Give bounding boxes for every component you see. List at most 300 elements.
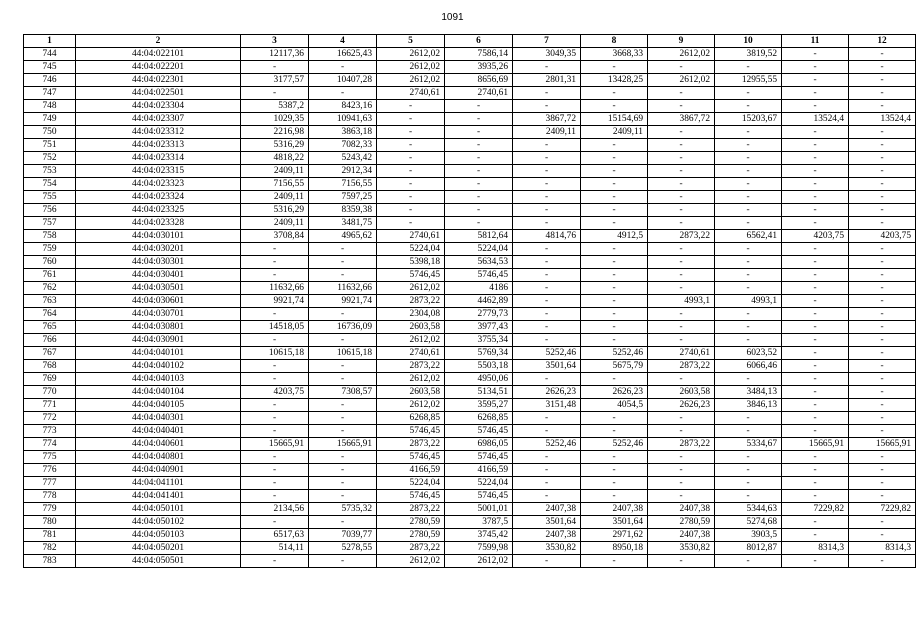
table-cell: 5746,45	[445, 269, 513, 282]
table-cell: -	[849, 412, 916, 425]
table-cell: -	[782, 295, 849, 308]
table-cell: 5252,46	[581, 438, 648, 451]
table-cell: -	[581, 165, 648, 178]
table-cell: 4166,59	[377, 464, 445, 477]
table-cell: 757	[24, 217, 76, 230]
table-cell: 5746,45	[445, 451, 513, 464]
table-cell: -	[513, 165, 581, 178]
table-cell: -	[782, 74, 849, 87]
table-cell: 6517,63	[241, 529, 309, 542]
table-cell: 5243,42	[309, 152, 377, 165]
table-cell: -	[849, 74, 916, 87]
table-row	[24, 464, 916, 477]
table-cell: -	[581, 477, 648, 490]
table-cell: 10941,63	[309, 113, 377, 126]
table-cell: -	[309, 269, 377, 282]
table-cell: 5746,45	[377, 490, 445, 503]
table-cell: 5224,04	[377, 243, 445, 256]
table-cell: 8314,3	[782, 542, 849, 555]
table-cell: -	[513, 373, 581, 386]
table-cell: 2626,23	[648, 399, 715, 412]
table-cell: 5274,68	[715, 516, 782, 529]
table-row	[24, 113, 916, 126]
table-cell: -	[849, 191, 916, 204]
table-row	[24, 373, 916, 386]
table-cell: -	[849, 321, 916, 334]
table-cell: 4993,1	[715, 295, 782, 308]
table-cell: 2873,22	[648, 230, 715, 243]
table-cell: 44:04:040801	[76, 451, 241, 464]
table-cell: -	[849, 425, 916, 438]
table-cell: -	[648, 308, 715, 321]
table-cell: 44:04:023307	[76, 113, 241, 126]
table-cell: 1029,35	[241, 113, 309, 126]
table-cell: 3787,5	[445, 516, 513, 529]
table-cell: 2740,61	[377, 87, 445, 100]
table-cell: 7308,57	[309, 386, 377, 399]
table-cell: -	[849, 516, 916, 529]
table-row	[24, 555, 916, 568]
table-cell: 783	[24, 555, 76, 568]
table-cell: -	[241, 87, 309, 100]
table-cell: 9921,74	[241, 295, 309, 308]
table-cell: 774	[24, 438, 76, 451]
table-cell: -	[581, 243, 648, 256]
table-cell: 776	[24, 464, 76, 477]
table-cell: 3668,33	[581, 48, 648, 61]
table-cell: 2409,11	[513, 126, 581, 139]
table-cell: 44:04:050201	[76, 542, 241, 555]
table-cell: 2612,02	[445, 555, 513, 568]
table-cell: -	[849, 256, 916, 269]
table-cell: 6268,85	[377, 412, 445, 425]
table-cell: -	[445, 152, 513, 165]
table-cell: -	[445, 126, 513, 139]
table-cell: 7039,77	[309, 529, 377, 542]
table-cell: 754	[24, 178, 76, 191]
table-cell: 2740,61	[377, 347, 445, 360]
table-cell: -	[715, 464, 782, 477]
table-cell: -	[849, 126, 916, 139]
table-cell: 44:04:030901	[76, 334, 241, 347]
table-cell: 2603,58	[377, 321, 445, 334]
table-cell: -	[581, 451, 648, 464]
table-cell: 5746,45	[377, 269, 445, 282]
table-cell: -	[715, 373, 782, 386]
table-cell: -	[581, 490, 648, 503]
table-cell: 16736,09	[309, 321, 377, 334]
table-cell: 2612,02	[377, 373, 445, 386]
table-cell: 2626,23	[581, 386, 648, 399]
table-cell: -	[648, 334, 715, 347]
column-header: 3	[241, 35, 309, 48]
table-cell: -	[782, 516, 849, 529]
table-cell: -	[309, 87, 377, 100]
table-cell: 3935,26	[445, 61, 513, 74]
table-cell: -	[715, 451, 782, 464]
table-cell: 747	[24, 87, 76, 100]
table-cell: 2603,58	[377, 386, 445, 399]
table-cell: 13524,4	[782, 113, 849, 126]
table-cell: 5334,67	[715, 438, 782, 451]
table-cell: 745	[24, 61, 76, 74]
table-cell: -	[241, 425, 309, 438]
table-cell: -	[241, 256, 309, 269]
table-cell: -	[849, 490, 916, 503]
table-cell: 771	[24, 399, 76, 412]
table-cell: -	[377, 204, 445, 217]
table-cell: -	[309, 555, 377, 568]
table-cell: -	[445, 139, 513, 152]
table-cell: 772	[24, 412, 76, 425]
table-cell: -	[715, 165, 782, 178]
table-cell: -	[513, 282, 581, 295]
table-cell: 13428,25	[581, 74, 648, 87]
table-cell: 2409,11	[241, 165, 309, 178]
table-cell: 6066,46	[715, 360, 782, 373]
table-cell: -	[513, 204, 581, 217]
table-cell: -	[513, 477, 581, 490]
table-cell: -	[241, 412, 309, 425]
table-cell: 4993,1	[648, 295, 715, 308]
table-cell: -	[849, 555, 916, 568]
table-cell: 11632,66	[241, 282, 309, 295]
table-cell: -	[581, 373, 648, 386]
table-cell: 2740,61	[445, 87, 513, 100]
table-cell: -	[581, 100, 648, 113]
table-cell: -	[782, 269, 849, 282]
table-cell: -	[513, 152, 581, 165]
table-cell: -	[715, 204, 782, 217]
table-cell: -	[513, 321, 581, 334]
table-cell: -	[782, 256, 849, 269]
table-cell: 15154,69	[581, 113, 648, 126]
table-cell: 8950,18	[581, 542, 648, 555]
table-cell: 5316,29	[241, 139, 309, 152]
table-cell: -	[648, 152, 715, 165]
table-row	[24, 360, 916, 373]
table-cell: 44:04:040105	[76, 399, 241, 412]
table-cell: 11632,66	[309, 282, 377, 295]
table-cell: -	[513, 451, 581, 464]
table-cell: 2873,22	[648, 360, 715, 373]
table-row	[24, 61, 916, 74]
table-row	[24, 295, 916, 308]
table-cell: 5252,46	[513, 438, 581, 451]
table-cell: 2873,22	[377, 295, 445, 308]
table-row	[24, 74, 916, 87]
table-cell: 13524,4	[849, 113, 916, 126]
table-cell: 5675,79	[581, 360, 648, 373]
table-cell: -	[648, 425, 715, 438]
table-cell: 3481,75	[309, 217, 377, 230]
table-cell: 44:04:022301	[76, 74, 241, 87]
table-cell: 44:04:023312	[76, 126, 241, 139]
table-cell: 4186	[445, 282, 513, 295]
table-row	[24, 282, 916, 295]
table-cell: -	[849, 334, 916, 347]
table-cell: -	[849, 282, 916, 295]
table-cell: 5344,63	[715, 503, 782, 516]
column-header: 7	[513, 35, 581, 48]
table-row	[24, 412, 916, 425]
table-cell: -	[377, 126, 445, 139]
table-cell: -	[581, 87, 648, 100]
table-cell: -	[445, 178, 513, 191]
table-cell: -	[782, 308, 849, 321]
table-cell: -	[309, 399, 377, 412]
table-cell: 12117,36	[241, 48, 309, 61]
table-cell: -	[513, 412, 581, 425]
table-cell: -	[581, 217, 648, 230]
table-cell: -	[715, 321, 782, 334]
table-cell: -	[241, 360, 309, 373]
table-cell: -	[782, 464, 849, 477]
table-cell: 44:04:022201	[76, 61, 241, 74]
table-cell: 3151,48	[513, 399, 581, 412]
table-cell: 2409,11	[241, 191, 309, 204]
table-cell: 16625,43	[309, 48, 377, 61]
table-cell: 761	[24, 269, 76, 282]
table-cell: 2304,08	[377, 308, 445, 321]
table-cell: -	[309, 308, 377, 321]
table-cell: 2603,58	[648, 386, 715, 399]
table-cell: -	[715, 100, 782, 113]
table-cell: -	[581, 178, 648, 191]
table-cell: -	[782, 451, 849, 464]
table-row	[24, 503, 916, 516]
table-cell: 2407,38	[581, 503, 648, 516]
table-cell: 8359,38	[309, 204, 377, 217]
table-cell: 2740,61	[648, 347, 715, 360]
table-cell: 44:04:030201	[76, 243, 241, 256]
table-cell: 751	[24, 139, 76, 152]
table-cell: -	[849, 477, 916, 490]
table-cell: -	[513, 334, 581, 347]
table-cell: -	[849, 308, 916, 321]
table-row	[24, 48, 916, 61]
table-cell: -	[849, 243, 916, 256]
table-cell: 3595,27	[445, 399, 513, 412]
table-row	[24, 243, 916, 256]
table-cell: 4818,22	[241, 152, 309, 165]
table-cell: -	[782, 178, 849, 191]
table-cell: 6023,52	[715, 347, 782, 360]
table-cell: 44:04:022501	[76, 87, 241, 100]
table-cell: -	[715, 126, 782, 139]
table-cell: -	[849, 373, 916, 386]
table-cell: 44:04:040104	[76, 386, 241, 399]
table-cell: -	[241, 464, 309, 477]
table-row	[24, 529, 916, 542]
table-cell: 4054,5	[581, 399, 648, 412]
table-cell: 44:04:023314	[76, 152, 241, 165]
table-cell: -	[581, 425, 648, 438]
table-cell: 749	[24, 113, 76, 126]
table-cell: 777	[24, 477, 76, 490]
table-cell: 744	[24, 48, 76, 61]
table-cell: -	[715, 334, 782, 347]
table-row	[24, 100, 916, 113]
table-row	[24, 152, 916, 165]
table-row	[24, 425, 916, 438]
table-row	[24, 334, 916, 347]
table-cell: 2780,59	[377, 529, 445, 542]
table-cell: 2612,02	[377, 74, 445, 87]
table-cell: -	[581, 464, 648, 477]
table-cell: -	[445, 165, 513, 178]
table-cell: -	[782, 87, 849, 100]
table-cell: 2912,34	[309, 165, 377, 178]
table-cell: 4912,5	[581, 230, 648, 243]
table-cell: -	[849, 217, 916, 230]
table-cell: 2873,22	[377, 542, 445, 555]
table-cell: 44:04:023315	[76, 165, 241, 178]
table-cell: 3177,57	[241, 74, 309, 87]
table-cell: 5746,45	[445, 490, 513, 503]
table-cell: 4814,76	[513, 230, 581, 243]
table-cell: 3501,64	[581, 516, 648, 529]
table-cell: 3530,82	[648, 542, 715, 555]
table-cell: 44:04:022101	[76, 48, 241, 61]
table-cell: 2780,59	[377, 516, 445, 529]
column-header: 6	[445, 35, 513, 48]
table-cell: 44:04:041101	[76, 477, 241, 490]
table-cell: -	[849, 347, 916, 360]
table-cell: 5387,2	[241, 100, 309, 113]
table-row	[24, 477, 916, 490]
table-cell: -	[782, 126, 849, 139]
table-cell: -	[782, 243, 849, 256]
table-cell: -	[782, 360, 849, 373]
table-cell: -	[715, 256, 782, 269]
table-cell: -	[513, 61, 581, 74]
table-cell: -	[648, 87, 715, 100]
table-cell: 2407,38	[648, 503, 715, 516]
table-cell: 12955,55	[715, 74, 782, 87]
table-cell: -	[782, 191, 849, 204]
table-cell: -	[241, 399, 309, 412]
table-cell: 2873,22	[377, 438, 445, 451]
table-cell: -	[782, 61, 849, 74]
table-cell: 44:04:030801	[76, 321, 241, 334]
table-cell: 2407,38	[513, 529, 581, 542]
table-cell: -	[849, 451, 916, 464]
table-cell: -	[309, 373, 377, 386]
table-cell: -	[513, 256, 581, 269]
table-cell: 773	[24, 425, 76, 438]
table-cell: 4203,75	[782, 230, 849, 243]
table-row	[24, 542, 916, 555]
table-row	[24, 165, 916, 178]
table-cell: 14518,05	[241, 321, 309, 334]
table-cell: 2407,38	[513, 503, 581, 516]
table-cell: 5001,01	[445, 503, 513, 516]
table-cell: -	[581, 61, 648, 74]
table-cell: -	[581, 152, 648, 165]
table-cell: -	[445, 204, 513, 217]
table-cell: 44:04:030401	[76, 269, 241, 282]
table-cell: -	[581, 412, 648, 425]
table-cell: -	[849, 360, 916, 373]
table-cell: -	[782, 386, 849, 399]
table-cell: 15665,91	[782, 438, 849, 451]
table-cell: 3867,72	[513, 113, 581, 126]
table-row	[24, 347, 916, 360]
table-cell: 5746,45	[377, 425, 445, 438]
table-cell: 756	[24, 204, 76, 217]
table-cell: -	[715, 243, 782, 256]
table-cell: 2780,59	[648, 516, 715, 529]
table-cell: -	[648, 165, 715, 178]
table-cell: -	[581, 269, 648, 282]
table-cell: -	[782, 204, 849, 217]
table-cell: -	[309, 477, 377, 490]
table-cell: -	[648, 61, 715, 74]
table-cell: -	[849, 48, 916, 61]
table-cell: -	[445, 113, 513, 126]
table-cell: -	[581, 139, 648, 152]
table-cell: 3863,18	[309, 126, 377, 139]
table-cell: 7597,25	[309, 191, 377, 204]
table-cell: 755	[24, 191, 76, 204]
table-cell: -	[581, 256, 648, 269]
table-cell: -	[513, 243, 581, 256]
table-cell: -	[782, 412, 849, 425]
table-cell: 10615,18	[241, 347, 309, 360]
table-cell: 3819,52	[715, 48, 782, 61]
table-cell: -	[849, 204, 916, 217]
table-cell: -	[782, 373, 849, 386]
table-cell: -	[581, 308, 648, 321]
table-row	[24, 321, 916, 334]
table-cell: 44:04:023328	[76, 217, 241, 230]
table-cell: -	[513, 191, 581, 204]
table-cell: 770	[24, 386, 76, 399]
table-cell: 3755,34	[445, 334, 513, 347]
table-cell: -	[782, 529, 849, 542]
table-cell: -	[782, 48, 849, 61]
table-cell: -	[715, 269, 782, 282]
table-row	[24, 269, 916, 282]
table-cell: -	[782, 477, 849, 490]
column-header: 11	[782, 35, 849, 48]
table-cell: 7229,82	[849, 503, 916, 516]
column-header: 1	[24, 35, 76, 48]
table-cell: -	[377, 113, 445, 126]
table-cell: 2740,61	[377, 230, 445, 243]
table-cell: 2612,02	[377, 61, 445, 74]
table-cell: -	[849, 100, 916, 113]
table-cell: -	[513, 295, 581, 308]
table-cell: -	[309, 464, 377, 477]
table-cell: -	[309, 243, 377, 256]
table-cell: 44:04:040301	[76, 412, 241, 425]
table-cell: -	[241, 308, 309, 321]
table-cell: 4462,89	[445, 295, 513, 308]
table-cell: -	[377, 217, 445, 230]
table-cell: 7586,14	[445, 48, 513, 61]
table-cell: 514,11	[241, 542, 309, 555]
data-table	[23, 34, 916, 568]
table-cell: 2612,02	[377, 555, 445, 568]
table-cell: -	[849, 87, 916, 100]
table-row	[24, 217, 916, 230]
table-cell: 44:04:023313	[76, 139, 241, 152]
table-cell: 8423,16	[309, 100, 377, 113]
table-cell: 3501,64	[513, 360, 581, 373]
table-cell: -	[377, 100, 445, 113]
